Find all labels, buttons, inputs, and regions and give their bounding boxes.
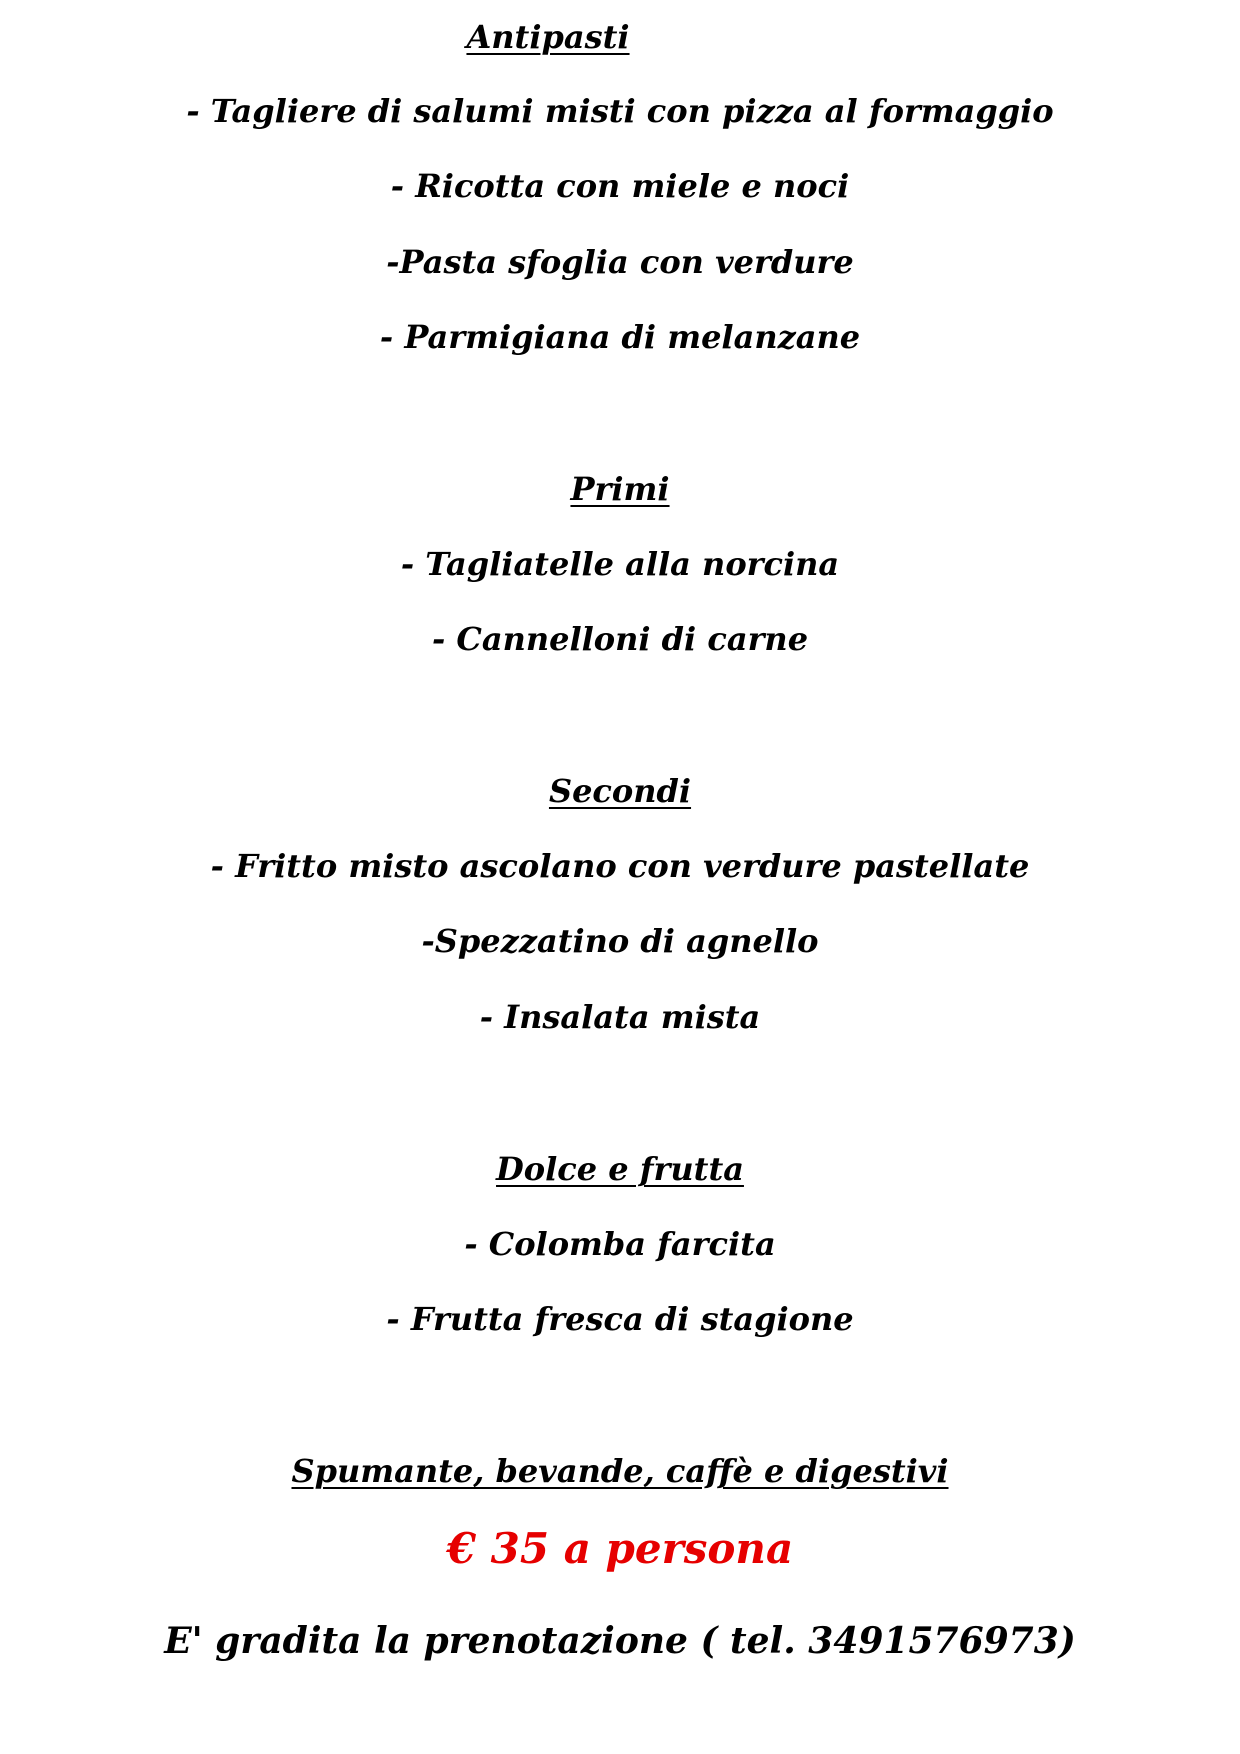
menu-item: - Tagliatelle alla norcina — [400, 545, 840, 583]
section-title-secondi: Secondi — [548, 772, 692, 810]
section-title-dolce-e-frutta: Dolce e frutta — [496, 1150, 744, 1188]
menu-item: -Pasta sfoglia con verdure — [386, 243, 854, 281]
menu-item: -Spezzatino di agnello — [421, 922, 819, 960]
section-title-extras: Spumante, bevande, caffè e digestivi — [291, 1452, 949, 1490]
menu-item: - Fritto misto ascolano con verdure pastellate — [210, 847, 1030, 885]
section-title-primi: Primi — [570, 470, 670, 508]
menu-item: - Cannelloni di carne — [431, 620, 809, 658]
menu-item: - Tagliere di salumi misti con pizza al formaggio — [186, 92, 1054, 130]
menu-item: - Frutta fresca di stagione — [386, 1300, 854, 1338]
section-title-antipasti: Antipasti — [466, 18, 630, 56]
price-per-person: € 35 a persona — [446, 1524, 794, 1573]
menu-item: - Ricotta con miele e noci — [390, 167, 850, 205]
booking-note: E' gradita la prenotazione ( tel. 3491576973) — [164, 1620, 1076, 1662]
menu-item: - Colomba farcita — [464, 1225, 776, 1263]
menu-item: - Parmigiana di melanzane — [379, 318, 861, 356]
menu-item: - Insalata mista — [479, 998, 761, 1036]
